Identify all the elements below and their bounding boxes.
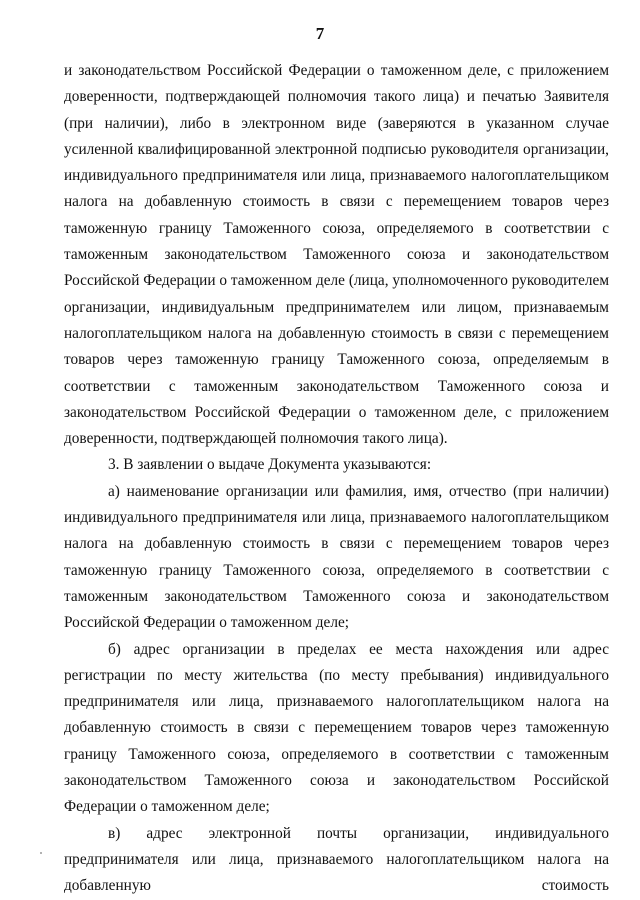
scan-speck (40, 852, 42, 854)
document-body (64, 58, 609, 900)
page-number: 7 (315, 24, 325, 43)
paragraph-subitem-a: а) наименование организации или фамилия, имя, отчество (при наличии) индивидуального предпринимателя или лица, признаваемого налогоплательщиком налога на добавленную стоимость в связи с перемещением товаров через таможенную границу Таможенного союза, определяемого в соответствии с таможенным законодательством Таможенного союза и законодательством Российской Федерации о таможенном деле; (64, 482, 609, 632)
paragraph-continuation: и законодательством Российской Федерации о таможенном деле, с приложением доверенности, подтверждающей полномочия такого лица) и печатью Заявителя (при наличии), либо в электронном виде (заверяются в указанном случае усиленной квалифицированной электронной подписью руководителя организации, индивидуального предпринимателя или лица, признаваемого налогоплательщиком налога на добавленную стоимость в связи с перемещением товаров через таможенную границу Таможенного союза, определяемого в соответствии с таможенным законодательством Таможенного союза и законодательством Российской Федерации о таможенном деле (лица, уполномоченного руководителем организации, индивидуальным предпринимателем или лицом, признаваемым налогоплательщиком налога на добавленную стоимость в связи с перемещением товаров через таможенную границу Таможенного союза, определяемым в соответствии с таможенным законодательством Таможенного союза и законодательством Российской Федерации о таможенном деле, с приложением доверенности, подтверждающей полномочия такого лица). (64, 62, 609, 448)
paragraph-item-3: 3. В заявлении о выдаче Документа указываются: (108, 456, 432, 474)
paragraph-subitem-b: б) адрес организации в пределах ее места нахождения или адрес регистрации по месту жительства (по месту пребывания) индивидуального предпринимателя или лица, признаваемого налогоплательщиком налога на добавленную стоимость в связи с перемещением товаров через таможенную границу Таможенного союза, определяемого в соответствии с таможенным законодательством Таможенного союза и законодательством Российской Федерации о таможенном деле; (64, 640, 609, 816)
paragraph-subitem-v: в) адрес электронной почты организации, индивидуального предпринимателя или лица, признаваемого налогоплательщиком налога на добавленную стоимость (64, 824, 609, 895)
